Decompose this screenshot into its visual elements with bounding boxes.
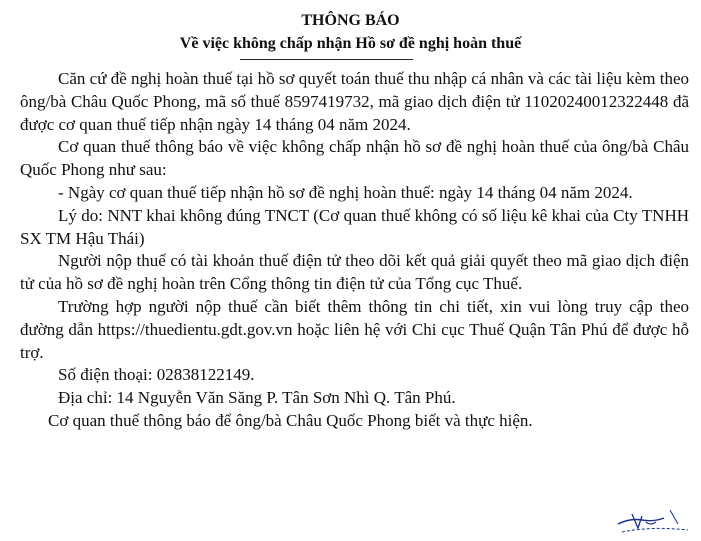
paragraph-contact-info: Trường hợp người nộp thuế cần biết thêm thông tin chi tiết, xin vui lòng truy cập theo đường dẫn https://thuedientu.gdt.gov.vn hoặc liên hệ với Chi cục Thuế Quận Tân Phú để được hỗ trợ. bbox=[20, 296, 689, 362]
document-title: THÔNG BÁO bbox=[301, 12, 400, 29]
document-subtitle: Về việc không chấp nhận Hồ sơ đề nghị hoàn thuế bbox=[179, 35, 522, 52]
paragraph-tracking: Người nộp thuế có tài khoản thuế điện tử theo dõi kết quả giải quyết theo mã giao dịch điện tử của hồ sơ đề nghị hoàn trên Cổng thông tin điện tử của Tổng cục Thuế. bbox=[20, 251, 689, 294]
paragraph-receipt-date: - Ngày cơ quan thuế tiếp nhận hồ sơ đề nghị hoàn thuế: ngày 14 tháng 04 năm 2024. bbox=[58, 182, 633, 202]
document-body bbox=[20, 68, 689, 433]
phone-number: Số điện thoại: 02838122149. bbox=[58, 365, 255, 385]
title-divider bbox=[240, 59, 413, 60]
top-edge-strip bbox=[0, 0, 701, 3]
paragraph-basis: Căn cứ đề nghị hoàn thuế tại hồ sơ quyết toán thuế thu nhập cá nhân và các tài liệu kèm theo ông/bà Châu Quốc Phong, mã số thuế 8597419732, mã giao dịch điện tử 11020240012322448 đã được cơ quan thuế tiếp nhận ngày 14 tháng 04 năm 2024. bbox=[20, 69, 689, 134]
address: Địa chỉ: 14 Nguyễn Văn Săng P. Tân Sơn Nhì Q. Tân Phú. bbox=[58, 388, 456, 408]
paragraph-notice: Cơ quan thuế thông báo về việc không chấp nhận hồ sơ đề nghị hoàn thuế của ông/bà Châu Quốc Phong như sau: bbox=[20, 137, 689, 180]
paragraph-reason: Lý do: NNT khai không đúng TNCT (Cơ quan thuế không có số liệu kê khai của Cty TNHH SX TM Hậu Thái) bbox=[20, 205, 689, 248]
closing-statement: Cơ quan thuế thông báo để ông/bà Châu Quốc Phong biết và thực hiện. bbox=[48, 410, 533, 430]
signature-mark bbox=[612, 504, 692, 540]
